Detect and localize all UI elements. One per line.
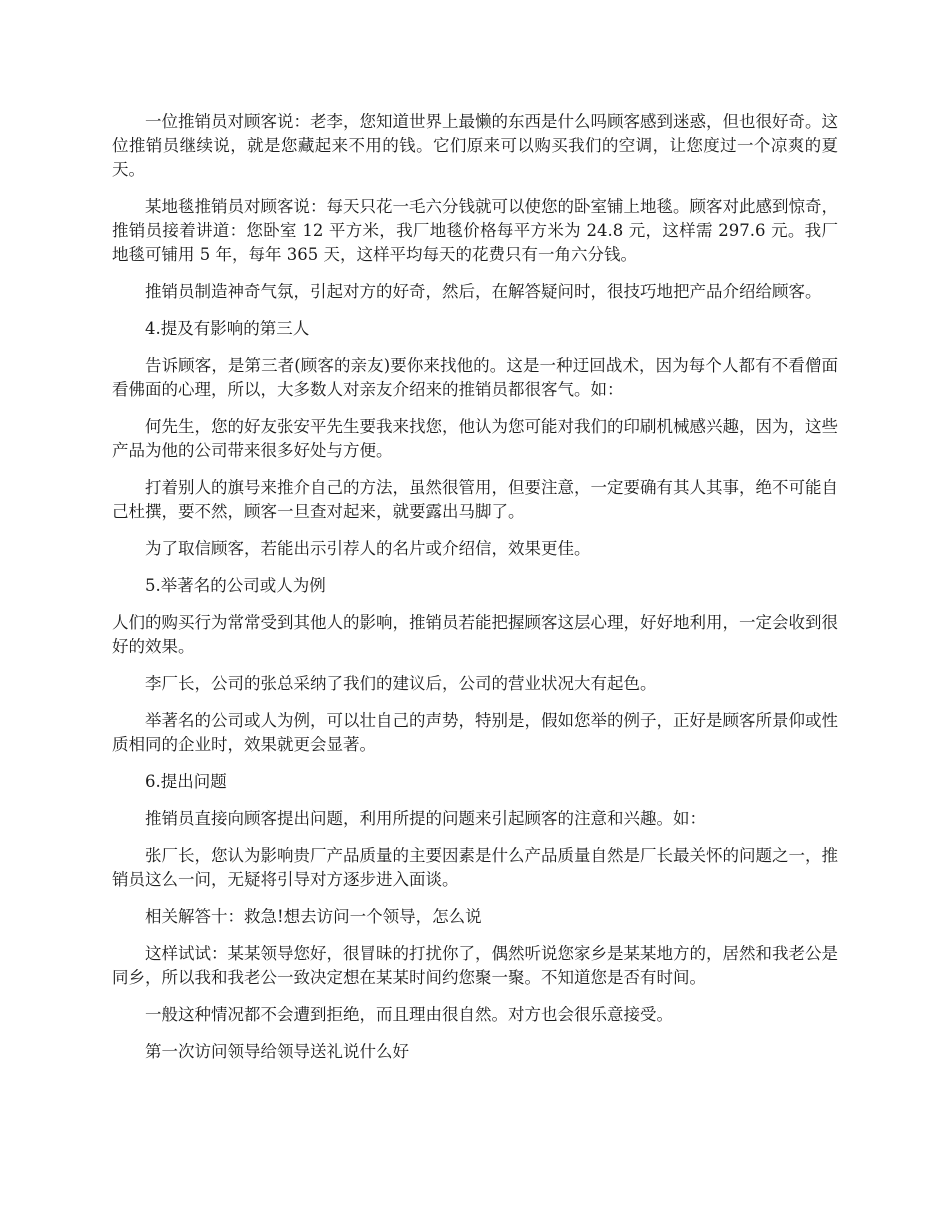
section-heading-third-party: 4.提及有影响的第三人	[145, 319, 310, 338]
paragraph-third-party: 告诉顾客，是第三者(顾客的亲友)要你来找他的。这是一种迂回战术，因为每个人都有不看僧面看佛面的心理，所以，大多数人对亲友介绍来的推销员都很客气。如：	[112, 356, 838, 399]
section-heading-answer-ten: 相关解答十：救急!想去访问一个领导，怎么说	[145, 907, 482, 926]
paragraph-referral-example: 何先生，您的好友张安平先生要我来找您，他认为您可能对我们的印刷机械感兴趣，因为，这些产品为他的公司带来很多好处与方便。	[112, 417, 838, 460]
paragraph-referral-card: 为了取信顾客，若能出示引荐人的名片或介绍信，效果更佳。	[145, 539, 591, 558]
paragraph-director-example: 李厂长，公司的张总采纳了我们的建议后，公司的营业状况大有起色。	[145, 674, 657, 693]
paragraph-influence: 人们的购买行为常常受到其他人的影响，推销员若能把握顾客这层心理，好好地利用，一定会收到很好的效果。	[112, 613, 838, 656]
paragraph-ask-question: 推销员直接向顾客提出问题，利用所提的问题来引起顾客的注意和兴趣。如：	[145, 809, 706, 828]
paragraph-famous-summary: 举著名的公司或人为例，可以壮自己的声势，特别是，假如您举的例子，正好是顾客所景仰或性质相同的企业时，效果就更会显著。	[112, 711, 838, 754]
section-heading-famous-example: 5.举著名的公司或人为例	[145, 576, 326, 595]
paragraph-referral-caution: 打着别人的旗号来推介自己的方法，虽然很管用，但要注意，一定要确有其人其事，绝不可能自己杜撰，要不然，顾客一旦查对起来，就要露出马脚了。	[112, 478, 838, 521]
paragraph-lazy-money: 一位推销员对顾客说：老李，您知道世界上最懒的东西是什么吗顾客感到迷惑，但也很好奇。这位推销员继续说，就是您藏起来不用的钱。它们原来可以购买我们的空调，让您度过一个凉爽的夏天。	[112, 112, 838, 179]
section-heading-first-visit-gift: 第一次访问领导给领导送礼说什么好	[145, 1042, 409, 1061]
paragraph-carpet-example: 某地毯推销员对顾客说：每天只花一毛六分钱就可以使您的卧室铺上地毯。顾客对此感到惊奇，推销员接着讲道：您卧室 12 平方米，我厂地毯价格每平方米为 24.8 元，这样需 297.6 元。我厂地毯可铺用 5 年，每年 365 天，这样平均每天的花费只有一角六分钱。	[112, 197, 838, 264]
paragraph-no-refusal: 一般这种情况都不会遭到拒绝，而且理由很自然。对方也会很乐意接受。	[145, 1005, 673, 1024]
paragraph-try-this: 这样试试：某某领导您好，很冒昧的打扰你了，偶然听说您家乡是某某地方的，居然和我老公是同乡，所以我和我老公一致决定想在某某时间约您聚一聚。不知道您是否有时间。	[112, 944, 838, 987]
paragraph-mystery-summary: 推销员制造神奇气氛，引起对方的好奇，然后，在解答疑问时，很技巧地把产品介绍给顾客。	[145, 282, 822, 301]
section-heading-ask-question: 6.提出问题	[145, 772, 227, 791]
paragraph-quality-example: 张厂长，您认为影响贵厂产品质量的主要因素是什么产品质量自然是厂长最关怀的问题之一，推销员这么一问，无疑将引导对方逐步进入面谈。	[112, 846, 838, 889]
